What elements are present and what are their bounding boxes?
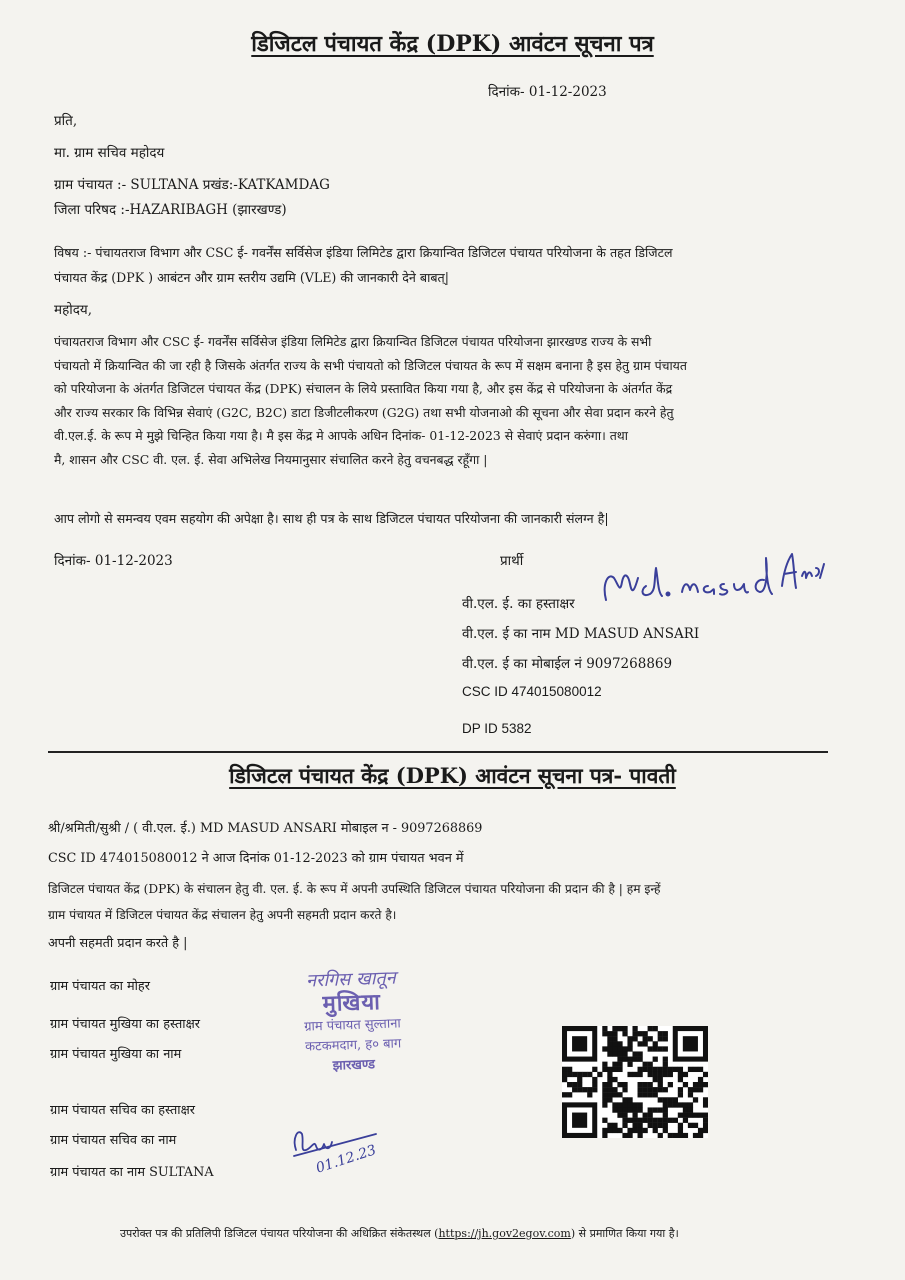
panchayat-name: ग्राम पंचायत का नाम SULTANA bbox=[50, 1165, 214, 1180]
vle-signature bbox=[598, 534, 828, 614]
stamp-signature: नरगिस खातून bbox=[305, 967, 397, 992]
bottom-date: दिनांक- 01-12-2023 bbox=[54, 553, 173, 569]
to-line: ग्राम पंचायत :- SULTANA प्रखंड:-KATKAMDAG bbox=[54, 177, 330, 193]
receipt-line: CSC ID 474015080012 ने आज दिनांक 01-12-2023 को ग्राम पंचायत भवन में bbox=[48, 851, 464, 866]
section-divider bbox=[48, 751, 828, 753]
qr-code bbox=[562, 1026, 708, 1138]
seal-label: ग्राम पंचायत का मोहर bbox=[50, 979, 150, 994]
body-line: को परियोजना के अंतर्गत डिजिटल पंचायत केंद्र (DPK) संचालन के लिये प्रस्तावित किया गया है, और इस केंद्र से परियोजना के अंतर्गत केंद्र bbox=[54, 381, 673, 396]
to-line: मा. ग्राम सचिव महोदय bbox=[54, 145, 165, 161]
footer-prefix: उपरोक्त पत्र की प्रतिलिपी डिजिटल पंचायत परियोजना की अधिक्रित संकेतस्थल ( bbox=[120, 1227, 439, 1240]
mukhiya-stamp bbox=[266, 967, 441, 1113]
receipt-body bbox=[48, 876, 868, 928]
receipt-body-line: ग्राम पंचायत में डिजिटल पंचायत केंद्र संचालन हेतु अपनी सहमती प्रदान करते है। bbox=[48, 908, 397, 922]
vle-signature-label: वी.एल. ई. का हस्ताक्षर bbox=[462, 596, 575, 612]
stamp-title: मुखिया bbox=[322, 989, 382, 1018]
applicant-label: प्रार्थी bbox=[500, 553, 524, 569]
vle-name: वी.एल. ई का नाम MD MASUD ANSARI bbox=[462, 626, 700, 642]
stamp-line: कटकमदाग, ह० बाग bbox=[304, 1036, 402, 1055]
body-line: पंचायतो में क्रियान्वित की जा रही है जिसके अंतर्गत राज्य के सभी पंचायतो को डिजिटल पंचायत के रूप में सक्षम बनाना है इस हेतु ग्राम पंचायत bbox=[54, 357, 687, 373]
csc-id: CSC ID 474015080012 bbox=[462, 684, 602, 699]
dp-id: DP ID 5382 bbox=[462, 721, 532, 736]
closing-line: आप लोगो से समन्वय एवम सहयोग की अपेक्षा है। साथ ही पत्र के साथ डिजिटल पंचायत परियोजना की जानकारी संलग्न है| bbox=[54, 511, 609, 526]
secretary-sign-label: ग्राम पंचायत सचिव का हस्ताक्षर bbox=[50, 1103, 196, 1118]
receipt-line: श्री/श्रमिती/सुश्री / ( वी.एल. ई.) MD MASUD ANSARI मोबाइल न - 9097268869 bbox=[48, 821, 483, 836]
vle-mobile: वी.एल. ई का मोबाईल नं 9097268869 bbox=[462, 656, 673, 672]
body-line: वी.एल.ई. के रूप मे मुझे चिन्हित किया गया है। मै इस केंद्र मे आपके अधिन दिनांक- 01-12-2023 से सेवाएं प्रदान करुंगा। तथा bbox=[54, 428, 628, 443]
secretary-signature bbox=[286, 1120, 396, 1184]
stamp-line: झारखण्ड bbox=[332, 1057, 376, 1074]
body-line: पंचायतराज विभाग और CSC ई- गवर्नेंस सर्विसेज इंडिया लिमिटेड द्वारा क्रियान्वित डिजिटल पंचायत परियोजना झारखण्ड राज्य के सभी bbox=[54, 334, 652, 349]
body-line: मै, शासन और CSC वी. एल. ई. सेवा अभिलेख नियमानुसार संचालित करने हेतु वचनबद्ध रहूँगा | bbox=[54, 451, 488, 467]
subject-line: विषय :- पंचायतराज विभाग और CSC ई- गवर्नेंस सर्विसेज इंडिया लिमिटेड द्वारा क्रियान्वित डिजिटल पंचायत परियोजना के तहत डिजिटल bbox=[54, 245, 673, 260]
letter-body bbox=[54, 330, 854, 471]
secretary-name-label: ग्राम पंचायत सचिव का नाम bbox=[50, 1133, 177, 1148]
receipt-body-line: डिजिटल पंचायत केंद्र (DPK) के संचालन हेतु वी. एल. ई. के रूप में अपनी उपस्थिति डिजिटल पंचायत परियोजना की प्रदान की है | हम इन्हें bbox=[48, 882, 661, 896]
secretary-signature-date: 01.12.23 bbox=[314, 1142, 379, 1177]
subject-block bbox=[54, 240, 854, 290]
receipt-title: डिजिटल पंचायत केंद्र (DPK) आवंटन सूचना पत्र- पावती bbox=[229, 763, 676, 788]
to-line: प्रति, bbox=[54, 113, 78, 129]
consent-line: अपनी सहमती प्रदान करते है | bbox=[48, 936, 188, 951]
subject-line: पंचायत केंद्र (DPK ) आबंटन और ग्राम स्तरीय उद्यमि (VLE) की जानकारी देने बाबत्| bbox=[54, 270, 449, 285]
letter-date: दिनांक- 01-12-2023 bbox=[488, 84, 607, 100]
mukhiya-sign-label: ग्राम पंचायत मुखिया का हस्ताक्षर bbox=[50, 1017, 200, 1032]
to-line: जिला परिषद :-HAZARIBAGH (झारखण्ड) bbox=[54, 202, 287, 218]
footer-note bbox=[120, 1226, 679, 1241]
footer-suffix: ) से प्रमाणित किया गया है। bbox=[570, 1227, 679, 1240]
letter-title: डिजिटल पंचायत केंद्र (DPK) आवंटन सूचना पत्र bbox=[251, 31, 654, 57]
stamp-line: ग्राम पंचायत सुल्ताना bbox=[303, 1016, 402, 1035]
salutation: महोदय, bbox=[54, 302, 93, 318]
footer-link[interactable]: https://jh.gov2egov.com bbox=[438, 1227, 571, 1240]
body-line: और राज्य सरकार कि विभिन्न सेवाएं (G2C, B2C) डाटा डिजीटलीकरण (G2G) तथा सभी योजनाओ की सूचना और सेवा प्रदान करने हेतु bbox=[54, 404, 674, 420]
mukhiya-name-label: ग्राम पंचायत मुखिया का नाम bbox=[50, 1047, 182, 1062]
